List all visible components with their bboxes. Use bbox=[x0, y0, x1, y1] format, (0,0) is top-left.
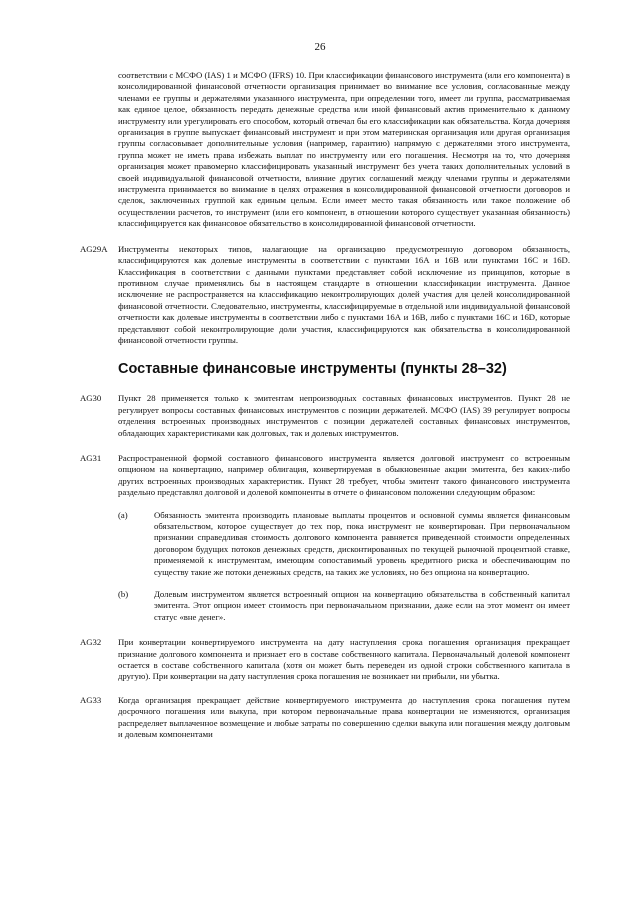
subitem-b bbox=[118, 589, 570, 623]
subitem-text: Обязанность эмитента производить плановые выплаты процентов и основной суммы является финансовым обязательством, которое существует до тех пор, пока инструмент не конвертирован. При первоначальном признании справедливая стоимость долгового компонента равняется приведенной стоимости определенных договором будущих потоков денежных средств, дисконтированных по текущей рыночной процентной ставке, применяемой к инструментам, имеющим сопоставимый уровень кредитного риска и обеспечивающим по существу такие же потоки денежных средств, на таких же условиях, но без опциона на конвертацию. bbox=[154, 509, 570, 577]
paragraph-ag33 bbox=[80, 695, 570, 741]
paragraph-ag32 bbox=[80, 637, 570, 683]
paragraph-text: Распространенной формой составного финансового инструмента является долговой инструмент со встроенным опционом на конвертацию, например облигация, конвертируемая в обыкновенные акции эмитента, без каких-либо других встроенных производных характеристик. Пункт 28 требует, чтобы эмитент такого финансового инструмента раздельно представлял долговой и долевой компоненты в отчете о финансовом положении следующим образом: bbox=[118, 452, 570, 498]
paragraph-text: При конвертации конвертируемого инструмента на дату наступления срока погашения организация прекращает признание долгового компонента и признает его в составе собственного капитала. Первоначальный долевой компонент остается в составе собственного капитала (хотя он может быть переведен из одной строки собственного капитала в другую). При конвертации на дату наступления срока погашения не возникает ни прибыли, ни убытка. bbox=[118, 637, 570, 682]
paragraph-body bbox=[118, 453, 570, 623]
paragraph-label: AG30 bbox=[80, 393, 102, 404]
paragraph-label: AG31 bbox=[80, 452, 102, 463]
paragraph-text: Пункт 28 применяется только к эмитентам непроизводных составных финансовых инструментов. Пункт 28 не регулирует вопросы составных финансовых инструментов с позиции держателей. МСФО (IAS) 39 регулирует вопросы отделения встроенных производных инструментов с позиции держателей составных финансовых инструментов, обладающих характеристиками как долговых, так и долевых инструментов. bbox=[118, 393, 570, 438]
intro-paragraph: соответствии с МСФО (IAS) 1 и МСФО (IFRS) 10. При классификации финансового инструмента (или его компонента) в консолидированной финансовой отчетности организация принимает во внимание все условия, согласованные между членами ее группы и держателями указанного инструмента, при определении того, имеет ли группа, рассматриваемая как единое целое, обязанность передать денежные средства или иной финансовый актив применительно к данному инструменту или урегулировать его способом, который отвечал бы его классификации как обязательства. Когда дочерняя организация в группе выпускает финансовый инструмент и при этом материнская организация или другая организация группы согласовывает дополнительные условия (например, гарантию) напрямую с держателями этого инструмента, группа может не иметь права избежать выплат по инструменту или его погашения. Несмотря на то, что дочерняя организация может правомерно классифицировать указанный инструмент без учета таких дополнительных условий в своей индивидуальной финансовой отчетности, влияние других соглашений между членами группы и держателями инструмента принимается во внимание в целях отражения в консолидированной финансовой отчетности договоров и сделок, заключенных группой как единым целым. Если имеет место такая обязанность или такое положение об осуществлении расчетов, то инструмент (или его компонент, в отношении которого существует указанная обязанность) классифицируется как финансовое обязательство в консолидированной финансовой отчетности. bbox=[118, 70, 570, 229]
subitem-label: (b) bbox=[118, 589, 129, 600]
subitem-label: (a) bbox=[118, 509, 128, 520]
subitem-text: Долевым инструментом является встроенный опцион на конвертацию обязательства в собственный капитал эмитента. Этот опцион имеет стоимость при первоначальном признании, даже если на этот момент он имеет статус «вне денег». bbox=[154, 589, 570, 622]
paragraph-label: AG33 bbox=[80, 694, 102, 705]
paragraph-label: AG32 bbox=[80, 637, 102, 648]
paragraph-ag30 bbox=[80, 393, 570, 439]
paragraph-ag31 bbox=[80, 453, 570, 623]
subitem-a bbox=[118, 510, 570, 578]
paragraph-text: Когда организация прекращает действие конвертируемого инструмента до наступления срока погашения путем досрочного погашения или выкупа, при котором первоначальные права конвертации не изменяются, организация распределяет выплаченное возмещение и любые затраты по совершению сделки выкупа или погашения между долговым и долевым компонентами bbox=[118, 694, 570, 740]
paragraph-text: Инструменты некоторых типов, налагающие на организацию предусмотренную договором обязанность, классифицируются как долевые инструменты в соответствии с пунктами 16А и 16В или пунктами 16С и 16D. Классификация в соответствии с данными пунктами представляет собой исключение из принципов, которые в противном случае применялись бы в настоящем стандарте в отношении классификации инструмента. Данное исключение не распространяется на классификацию неконтролирующих долей участия для целей консолидированной финансовой отчетности. Следовательно, инструменты, классифицируемые в отдельной или индивидуальной финансовой отчетности как долевые инструменты в соответствии либо с пунктами 16А и 16В, либо с пунктами 16С и 16D, которые представляют собой неконтролирующие доли участия, классифицируются как обязательства в консолидированной финансовой отчетности группы. bbox=[118, 243, 570, 345]
page-number: 26 bbox=[314, 41, 326, 53]
paragraph-ag29a bbox=[80, 244, 570, 347]
page-content bbox=[80, 70, 570, 741]
paragraph-label: AG29A bbox=[80, 243, 108, 254]
section-heading: Составные финансовые инструменты (пункты 28–32) bbox=[118, 361, 507, 378]
